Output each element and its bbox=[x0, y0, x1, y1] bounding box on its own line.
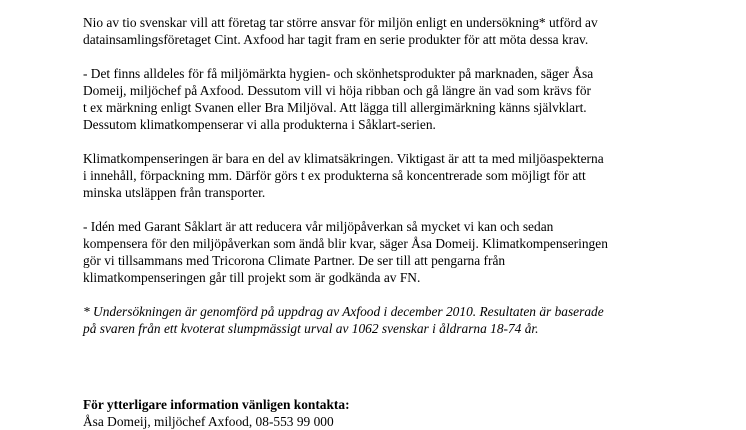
text-line: Klimatkompenseringen är bara en del av klimatsäkringen. Viktigast är att ta med miljöaspekterna bbox=[83, 151, 604, 166]
text-line: Dessutom klimatkompenserar vi alla produkterna i Såklart-serien. bbox=[83, 117, 436, 132]
footnote-line: * Undersökningen är genomförd på uppdrag av Axfood i december 2010. Resultaten är baserade bbox=[83, 304, 604, 319]
paragraph-intro bbox=[83, 14, 723, 48]
text-line: i innehåll, förpackning mm. Därför görs t ex produkterna så koncentrerade som möjligt för att bbox=[83, 168, 586, 183]
text-line: t ex märkning enligt Svanen eller Bra Miljöval. Att lägga till allergimärkning känns självklart. bbox=[83, 100, 587, 115]
contact-heading: För ytterligare information vänligen kontakta: bbox=[83, 397, 350, 412]
text-line: klimatkompenseringen går till projekt som är godkända av FN. bbox=[83, 270, 421, 285]
survey-footnote bbox=[83, 303, 723, 337]
text-line: - Det finns alldeles för få miljömärkta hygien- och skönhetsprodukter på marknaden, säger Åsa bbox=[83, 66, 594, 81]
text-line: datainsamlingsföretaget Cint. Axfood har tagit fram en serie produkter för att möta dessa krav. bbox=[83, 32, 589, 47]
contact-partial-line: Åsa Domeij, miljöchef Axfood, 08-553 99 000 bbox=[83, 414, 334, 429]
text-line: - Idén med Garant Såklart är att reducera vår miljöpåverkan så mycket vi kan och sedan bbox=[83, 219, 554, 234]
paragraph-garant-saklart bbox=[83, 218, 723, 286]
footnote-line: på svaren från ett kvoterat slumpmässigt urval av 1062 svenskar i åldrarna 18-74 år. bbox=[83, 321, 539, 336]
paragraph-climate bbox=[83, 150, 723, 201]
text-line: gör vi tillsammans med Tricorona Climate Partner. De ser till att pengarna från bbox=[83, 253, 506, 268]
press-release-body bbox=[83, 14, 723, 354]
text-line: minska utsläppen från transporter. bbox=[83, 185, 266, 200]
text-line: kompensera för den miljöpåverkan som ändå blir kvar, säger Åsa Domeij. Klimatkompenseringen bbox=[83, 236, 608, 251]
text-line: Nio av tio svenskar vill att företag tar större ansvar för miljön enligt en undersökning* utförd av bbox=[83, 15, 598, 30]
contact-section bbox=[83, 396, 723, 429]
text-line: Domeij, miljöchef på Axfood. Dessutom vill vi höja ribban och gå längre än vad som krävs för bbox=[83, 83, 591, 98]
paragraph-quote-domeij bbox=[83, 65, 723, 133]
